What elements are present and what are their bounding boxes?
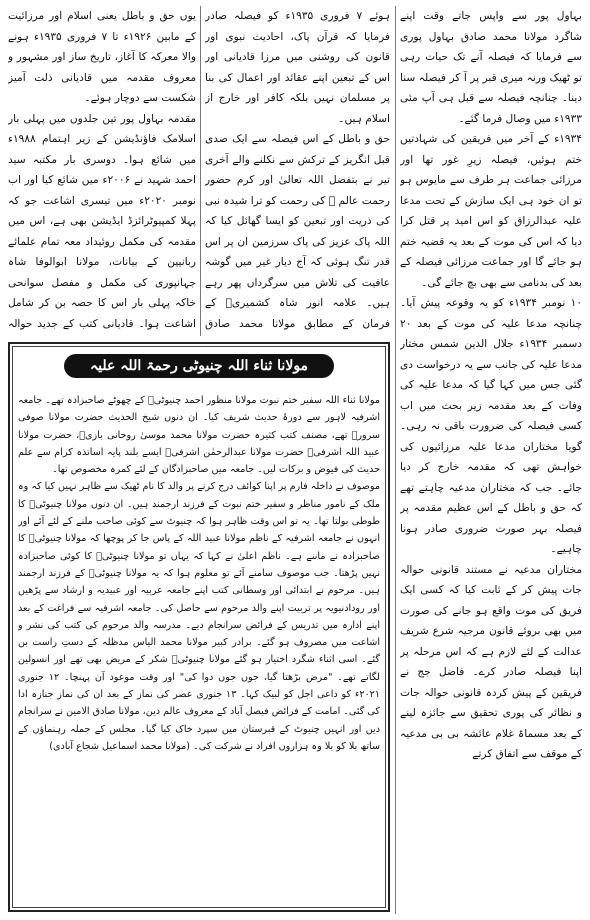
obituary-title: مولانا ثناء اللہ چنیوٹی رحمۃ اللہ علیہ — [64, 354, 334, 378]
article-paragraph: یوں حق و باطل یعنی اسلام اور مرزائیت کے مابین ۱۹۲۶ء تا ۷ فروری ۱۹۳۵ء ہونے والا معرکہ کا آغاز، تاریخ ساز اور مشہور و معروف مقدمہ میں قادیانی ذلت آمیز شکست سے دوچار ہوئے۔ — [8, 10, 196, 104]
article-column-left — [8, 6, 196, 336]
article-paragraph: ۱۹۳۴ء کے آخر میں فریقین کی شہادتیں ختم ہوئیں، فیصلہ زیرِ غور تھا اور مرزائی جماعت ہر طرف سے مایوس ہو تو ان خود ہی ایک سازش کے تحت مدعا علیہ عبدالرزاق کو اس امید پر قتل کرا دیا کہ اس کی موت کے بعد یہ قضیہ ختم ہو جائے گا اور جماعت مرزائی فیصلہ کے بعد کی بدنامی سے بھی بچ جائے گی۔ — [400, 133, 582, 289]
article-paragraph: ۱۰ نومبر ۱۹۳۴ء کو یہ وقوعہ پیش آیا۔ چنانچہ مدعا علیہ کی موت کے بعد ۲۰ دسمبر ۱۹۳۴ء جلال الدین شمس مختار مدعا علیہ کی جانب سے یہ درخواست دی گئی جس میں کہا گیا کہ مدعا علیہ کی وفات کے بعد مقدمہ زیر بحث میں اب کسی فیصلہ کی ضرورت باقی نہ رہی۔ گویا مختاران مدعا علیہ مرزائیوں کی خواہش تھی کہ مقدمہ خارج کر دیا جائے۔ جب کہ مختاران مدعیہ چاہتے تھے کہ حق و باطل کے اس عظیم مقدمہ پر فیصلہ بہر صورت ضروری صادر ہونا چاہیے۔ — [400, 297, 582, 555]
obituary-paragraph: مولانا ثناء اللہ سفیر ختم نبوت مولانا منظور احمد چنیوٹیؒ کے چھوٹے صاحبزادہ تھے۔ جامعہ اشرفیہ لاہور سے دورۂ حدیث شریف کیا۔ ان دنوں شیخ الحدیث حضرت مولانا صوفی سرورؒ تھے، مصنف کتب کثیرہ حضرت مولانا محمد موسیٰ روحانی بازیؒ، حضرت مولانا عبید اللہ اشرفیؒ حضرت مولانا عبدالرحمٰن اشرفیؒ ایسے بلند پایہ اساتذہ کرام سے علم حدیث کی فیوض و برکات لیں۔ جامعہ میں صاحبزادگان کے لئے کمرہ مخصوص تھا۔ — [18, 395, 380, 476]
column-divider — [395, 6, 396, 914]
obituary-paragraph-text: موصوف نے داخلہ فارم پر اپنا کوائف درج کرنے پر والد کا نام ٹھیک سے ظاہر نہیں کیا کہ وہ ملک کے نامور مناظر و سفیر ختم نبوت کے فرزند ارجمند ہیں۔ ان دنوں مولانا چنیوٹیؒ کا طوطی بولتا تھا۔ یہ تو اس وقت ظاہر ہوا کہ چنیوٹ سے کوئی صاحب ملنے کے لئے آئے اور انہوں نے جامعہ اشرفیہ کے ناظم مولانا عبید اللہ کے پاس جا کر پوچھا کہ مولانا چنیوٹیؒ کا صاحبزادہ نے ماننے ہے۔ ناظم اعلیٰ نے کہا کہ یہاں تو مولانا چنیوٹیؒ کا کوئی صاحبزادہ نہیں پڑھتا۔ جب موصوف سامنے آئے تو معلوم ہوا کہ یہ مولانا چنیوٹیؒ کے فرزند ارجمند ہیں۔ مرحوم نے ابتدائی اور وسطانی کتب اپنے جامعہ عربیہ اور عبیدیہ و ارشاد سے پڑھیں اور رودادنیویہ پر تربیت اپنے والد مرحوم سے حاصل کی۔ جامعہ اشرفیہ سے فراغت کے بعد اپنے ادارہ میں تدریس کے فرائض سرانجام دیے۔ مدرسہ والد مرحوم کی کتب کی نشر و اشاعت میں مصروف ہو گئے۔ برادر کبیر مولانا محمد الیاس مدظلہ کے دستِ راست بن گئے۔ اسی اثناء شگرد اختیار ہو گئے مولانا چنیوٹیؒ شکر کے مریض بھی تھے اور انسولین لگاتے تھے۔ "مرض بڑھتا گیا، جوں جوں دوا کی" اور وقت موعود آن پہنچا۔ ۱۲ جنوری ۲۰۲۱ء کو داعی اجل کو لبیک کہا۔ ۱۳ جنوری عصر کی نماز کے بعد ان کی نماز جنازہ ادا کی گئی۔ امامت کے فرائض فیصل آباد کے معروف عالم دین، مولانا صادق الامین نے سرانجام دیں اور انہیں چنیوٹ کے قبرستان میں سپرد خاک کیا گیا۔ مجلس کے جملہ رہنماؤں کے ساتھ بلا کو بلا وہ ہزاروں افراد نے شرکت کی۔ — [18, 481, 380, 752]
obituary-signature: (مولانا محمد اسماعیل شجاع آبادی) — [49, 740, 191, 752]
article-column-right — [400, 6, 582, 914]
obituary-box — [8, 342, 390, 912]
obituary-header — [10, 344, 388, 384]
article-paragraph: مختاران مدعیہ نے مستند قانونی حوالہ جات پیش کر کے ثابت کیا کہ کسی ایک فریق کی موت واقع ہو جانے کی صورت میں بھی بروئے قانون مرجیہ شرع شریف عدالت کے لئے لازم ہے کہ اس مرحلہ پر اپنا فیصلہ صادر کرے۔ فاضل جج نے فریقین کے پیش کردہ قانونی حوالہ جات و نظائر کی پوری تحقیق سے جائزہ لینے کے بعد مسماۃ غلام عائشہ بی بی مدعیہ کے موقف سے اتفاق کرتے — [400, 563, 582, 760]
article-paragraph: ہوئے ۷ فروری ۱۹۳۵ء کو فیصلہ صادر فرمایا کہ قرآن پاک، احادیث نبوی اور قانون کی روشنی میں مرزا قادیانی اور اس کے تبعین اپنے عقائد اور اعمال کی بنا پر مسلمان نہیں بلکہ کافر اور خارج از اسلام ہیں۔ — [205, 10, 390, 125]
article-paragraph: بہاول پور سے واپس جاتے وقت اپنے شاگرد مولانا محمد صادق بہاول پوری سے فرمایا کہ فیصلہ آنے تک حیات رہی تو ٹھیک ورنہ میری قبر پر آ کر فیصلہ سنا دینا۔ چنانچہ فیصلہ سے قبل ہی آپ مئی ۱۹۳۳ء میں وصال فرما گئے۔ — [400, 10, 582, 125]
obituary-paragraph — [18, 478, 380, 755]
article-column-middle — [205, 6, 390, 336]
column-divider — [200, 6, 201, 336]
obituary-body — [18, 392, 380, 904]
article-paragraph: حق و باطل کے اس فیصلہ سے ایک صدی قبل انگریز کے ترکش سے نکلنے والے آخری تیر نے بتفضل اللہ تعالیٰ اور کرم حضور رحمت عالم ﷺ کی رحمت کو ترا شیدہ نبی کی ذریت اور تبعین کو ایسا گھائل کیا کہ اللہ پاک عزیز کی پاک سرزمین ان پر اس قدر تنگ ہوئی کہ آج دیار غیر میں گوشہ عافیت کی تلاش میں سرگرداں پھر رہے ہیں۔ علامہ انور شاہ کشمیریؒ کے فرمان کے مطابق مولانا محمد صادق — [205, 133, 390, 330]
article-paragraph: مقدمہ بہاول پور تین جلدوں میں پہلی بار اسلامک فاؤنڈیشن کے زیر اہتمام ۱۹۸۸ء میں شائع ہوا۔ دوسری بار مکتبہ سید احمد شہید نے ۲۰۰۶ء میں شائع کیا اور اب نومبر ۲۰۲۰ء میں تیسری اشاعت جو کہ پہلا کمپیوٹرائزڈ ایڈیشن بھی ہے، اس میں مقدمہ کی مکمل روئیداد معہ تمام علمائے ربانیین کے بیانات، مولانا ابوالوفا شاہ جہانپوری کی مکمل و مفصل سوانحی خاکہ پہلی بار اس کا حصہ بن کر شامل اشاعت ہوا۔ قادیانی کتب کے جدید حوالہ — [8, 112, 196, 330]
